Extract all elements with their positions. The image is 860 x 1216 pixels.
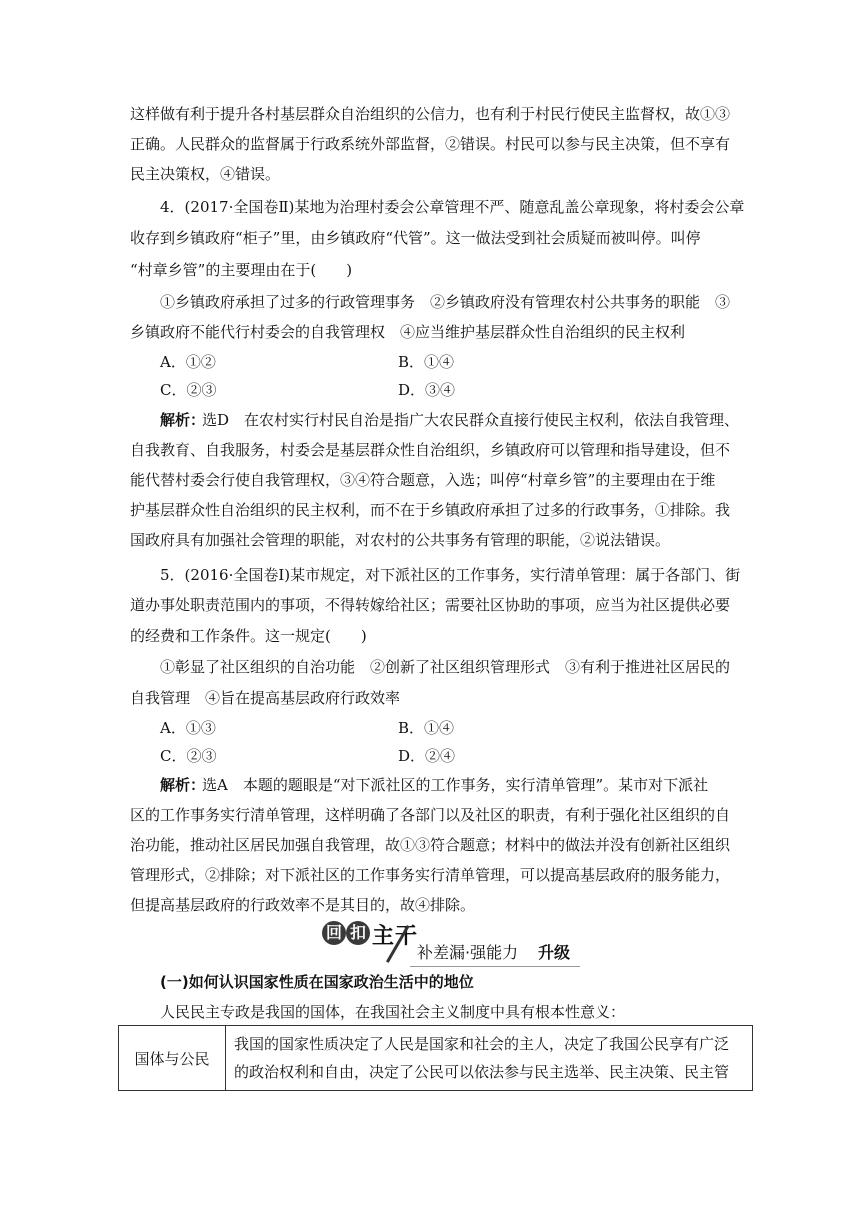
text-line: 自我教育、自我服务，村委会是基层群众性自治组织，乡镇政府可以管理和指导建设，但不 bbox=[130, 441, 731, 459]
table-body-line: 的政治权利和自由，决定了公民可以依法参与民主选举、民主决策、民主管 bbox=[234, 1062, 730, 1081]
section-heading: (一)如何认识国家性质在国家政治生活中的地位 bbox=[160, 973, 474, 991]
analysis-label: 解析： bbox=[160, 411, 206, 429]
table-head-cell: 国体与公民 bbox=[119, 1026, 226, 1091]
question-4-line: 4．(2017·全国卷Ⅱ)某地为治理村委会公章管理不严、随意乱盖公章现象，将村委会公章 bbox=[160, 198, 745, 216]
option-a: A．①③ bbox=[160, 719, 216, 737]
text-line: 这样做有利于提升各村基层群众自治组织的公信力，也有利于村民行使民主监督权，故①③ bbox=[130, 105, 731, 123]
text-line: 治功能，推动社区居民加强自我管理，故①③符合题意；材料中的做法并没有创新社区组织 bbox=[130, 836, 731, 854]
banner-title: 主干 bbox=[372, 924, 419, 949]
text-line: “村章乡管”的主要理由在于( ) bbox=[130, 261, 353, 279]
text-line: 的经费和工作条件。这一规定( ) bbox=[130, 627, 367, 645]
text-line: 能代替村委会行使自我管理权，③④符合题意，入选；叫停“村章乡管”的主要理由在于维 bbox=[130, 471, 716, 489]
option-c: C．②③ bbox=[160, 381, 217, 399]
text-line: 护基层群众性自治组织的民主权利，而不在于乡镇政府承担了过多的行政事务，①排除。我 bbox=[130, 501, 731, 519]
text-line: 区的工作事务实行清单管理，这样明确了各部门以及社区的职责，有利于强化社区组织的自 bbox=[130, 806, 731, 824]
section-banner bbox=[322, 919, 582, 965]
banner-underline bbox=[410, 966, 580, 967]
text-line: 自我管理 ④旨在提高基层政府行政效率 bbox=[130, 689, 401, 707]
text-line: 选A 本题的题眼是“对下派社区的工作事务，实行清单管理”。某市对下派社 bbox=[202, 776, 709, 794]
option-c: C．②③ bbox=[160, 747, 217, 765]
banner-circle-char: 回 bbox=[322, 921, 346, 945]
option-b: B．①④ bbox=[398, 719, 455, 737]
table-row bbox=[119, 1026, 753, 1091]
text-line: 收存到乡镇政府“柜子”里，由乡镇政府“代管”。这一做法受到社会质疑而被叫停。叫停 bbox=[130, 229, 701, 247]
banner-circle-char: 扣 bbox=[346, 921, 370, 945]
text-line: 正确。人民群众的监督属于行政系统外部监督，②错误。村民可以参与民主决策，但不享有 bbox=[130, 135, 731, 153]
text-line: 管理形式，②排除；对下派社区的工作事务实行清单管理，可以提高基层政府的服务能力， bbox=[130, 866, 731, 884]
text-line: 但提高基层政府的行政效率不是其目的，故④排除。 bbox=[130, 896, 476, 914]
banner-upgrade: 升级 bbox=[538, 943, 571, 962]
analysis-label: 解析： bbox=[160, 776, 206, 794]
table-body-cell bbox=[226, 1026, 753, 1091]
question-5-line: 5．(2016·全国卷Ⅰ)某市规定，对下派社区的工作事务，实行清单管理：属于各部门、街 bbox=[160, 566, 741, 584]
text-line: 乡镇政府不能代行村委会的自我管理权 ④应当维护基层群众性自治组织的民主权利 bbox=[130, 323, 686, 341]
text-line: 选D 在农村实行村民自治是指广大农民群众直接行使民主权利，依法自我管理、 bbox=[202, 411, 740, 429]
content-table bbox=[118, 1025, 753, 1091]
text-line: 国政府具有加强社会管理的职能，对农村的公共事务有管理的职能，②说法错误。 bbox=[130, 531, 671, 549]
text-line: ①彰显了社区组织的自治功能 ②创新了社区组织管理形式 ③有利于推进社区居民的 bbox=[160, 658, 731, 676]
table-body-line: 我国的国家性质决定了人民是国家和社会的主人，决定了我国公民享有广泛 bbox=[234, 1034, 730, 1053]
text-line: 民主决策权，④错误。 bbox=[130, 165, 281, 183]
banner-subtitle: 补差漏·强能力 bbox=[417, 943, 519, 962]
text-line: 道办事处职责范围内的事项，不得转嫁给社区；需要社区协助的事项，应当为社区提供必要 bbox=[130, 596, 731, 614]
option-d: D．③④ bbox=[398, 381, 456, 399]
text-line: ①乡镇政府承担了过多的行政管理事务 ②乡镇政府没有管理农村公共事务的职能 ③ bbox=[160, 293, 731, 311]
option-b: B．①④ bbox=[398, 353, 455, 371]
option-a: A．①② bbox=[160, 353, 216, 371]
option-d: D．②④ bbox=[398, 747, 456, 765]
text-line: 人民民主专政是我国的国体，在我国社会主义制度中具有根本性意义： bbox=[160, 1003, 626, 1021]
